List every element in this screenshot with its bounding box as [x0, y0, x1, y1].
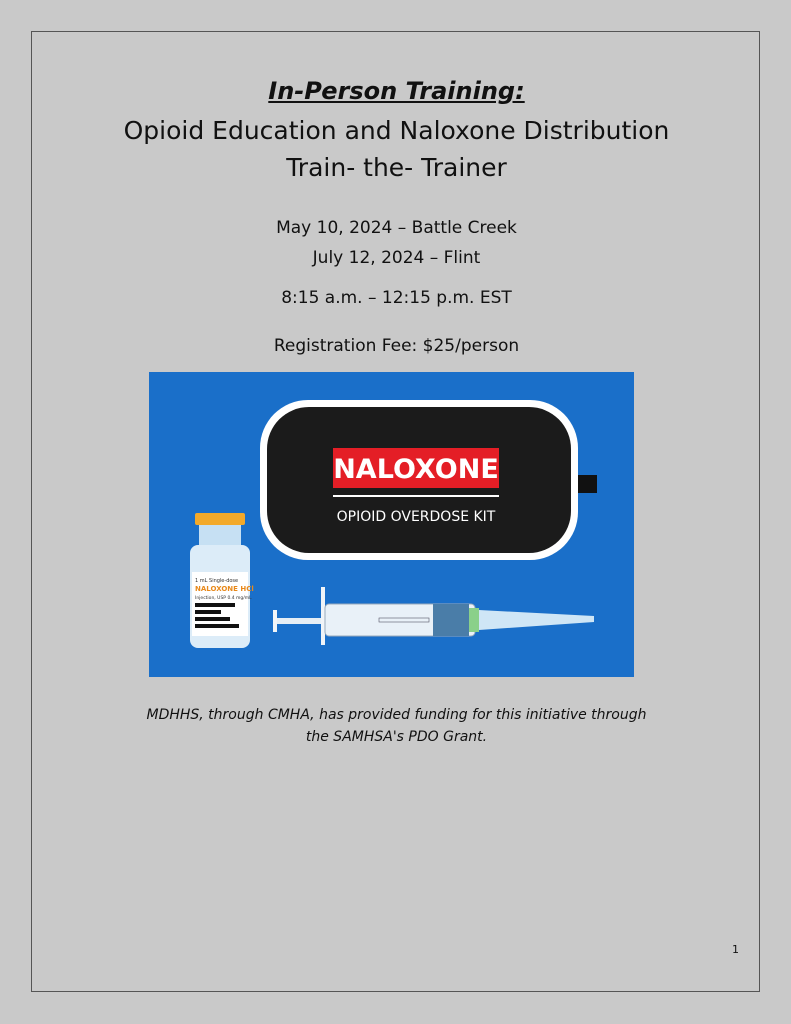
funding-note [32, 704, 761, 748]
syringe-thumb-rest [273, 610, 277, 632]
syringe-hub [469, 608, 479, 632]
vial-label-sub: Injection, USP 0.4 mg/mL [195, 596, 252, 601]
title-line-1: Opioid Education and Naloxone Distribution [123, 116, 670, 145]
heading: In-Person Training: [268, 77, 525, 105]
title-line-2: Train- the- Trainer [286, 153, 507, 182]
vial-label-top: 1 mL Single-dose [195, 578, 239, 584]
vial-redaction-2 [195, 610, 221, 614]
vial-neck [199, 525, 241, 545]
vial-cap [195, 513, 245, 525]
syringe-plunger-rod [274, 618, 322, 624]
vial-redaction-4 [195, 624, 239, 628]
date-flint: July 12, 2024 – Flint [312, 248, 481, 268]
vial-redaction-1 [195, 603, 235, 607]
kit-label: NALOXONE [333, 454, 499, 485]
date-battle-creek: May 10, 2024 – Battle Creek [276, 218, 517, 238]
registration-fee: Registration Fee: $25/person [273, 336, 520, 356]
document-page [31, 31, 760, 992]
kit-sublabel: OPIOID OVERDOSE KIT [336, 509, 496, 525]
kit-label-divider [333, 495, 499, 497]
session-time: 8:15 a.m. – 12:15 p.m. EST [281, 288, 512, 308]
vial-label-name: NALOXONE HCl [195, 585, 254, 593]
funding-line-2: the SAMHSA's PDO Grant. [305, 729, 488, 745]
syringe-plunger-tip [433, 604, 469, 636]
funding-line-1: MDHHS, through CMHA, has provided funding for this initiative through [146, 707, 647, 723]
naloxone-kit-image [149, 372, 634, 677]
vial-redaction-3 [195, 617, 230, 621]
page-number: 1 [732, 943, 739, 956]
syringe-flange [321, 587, 325, 645]
